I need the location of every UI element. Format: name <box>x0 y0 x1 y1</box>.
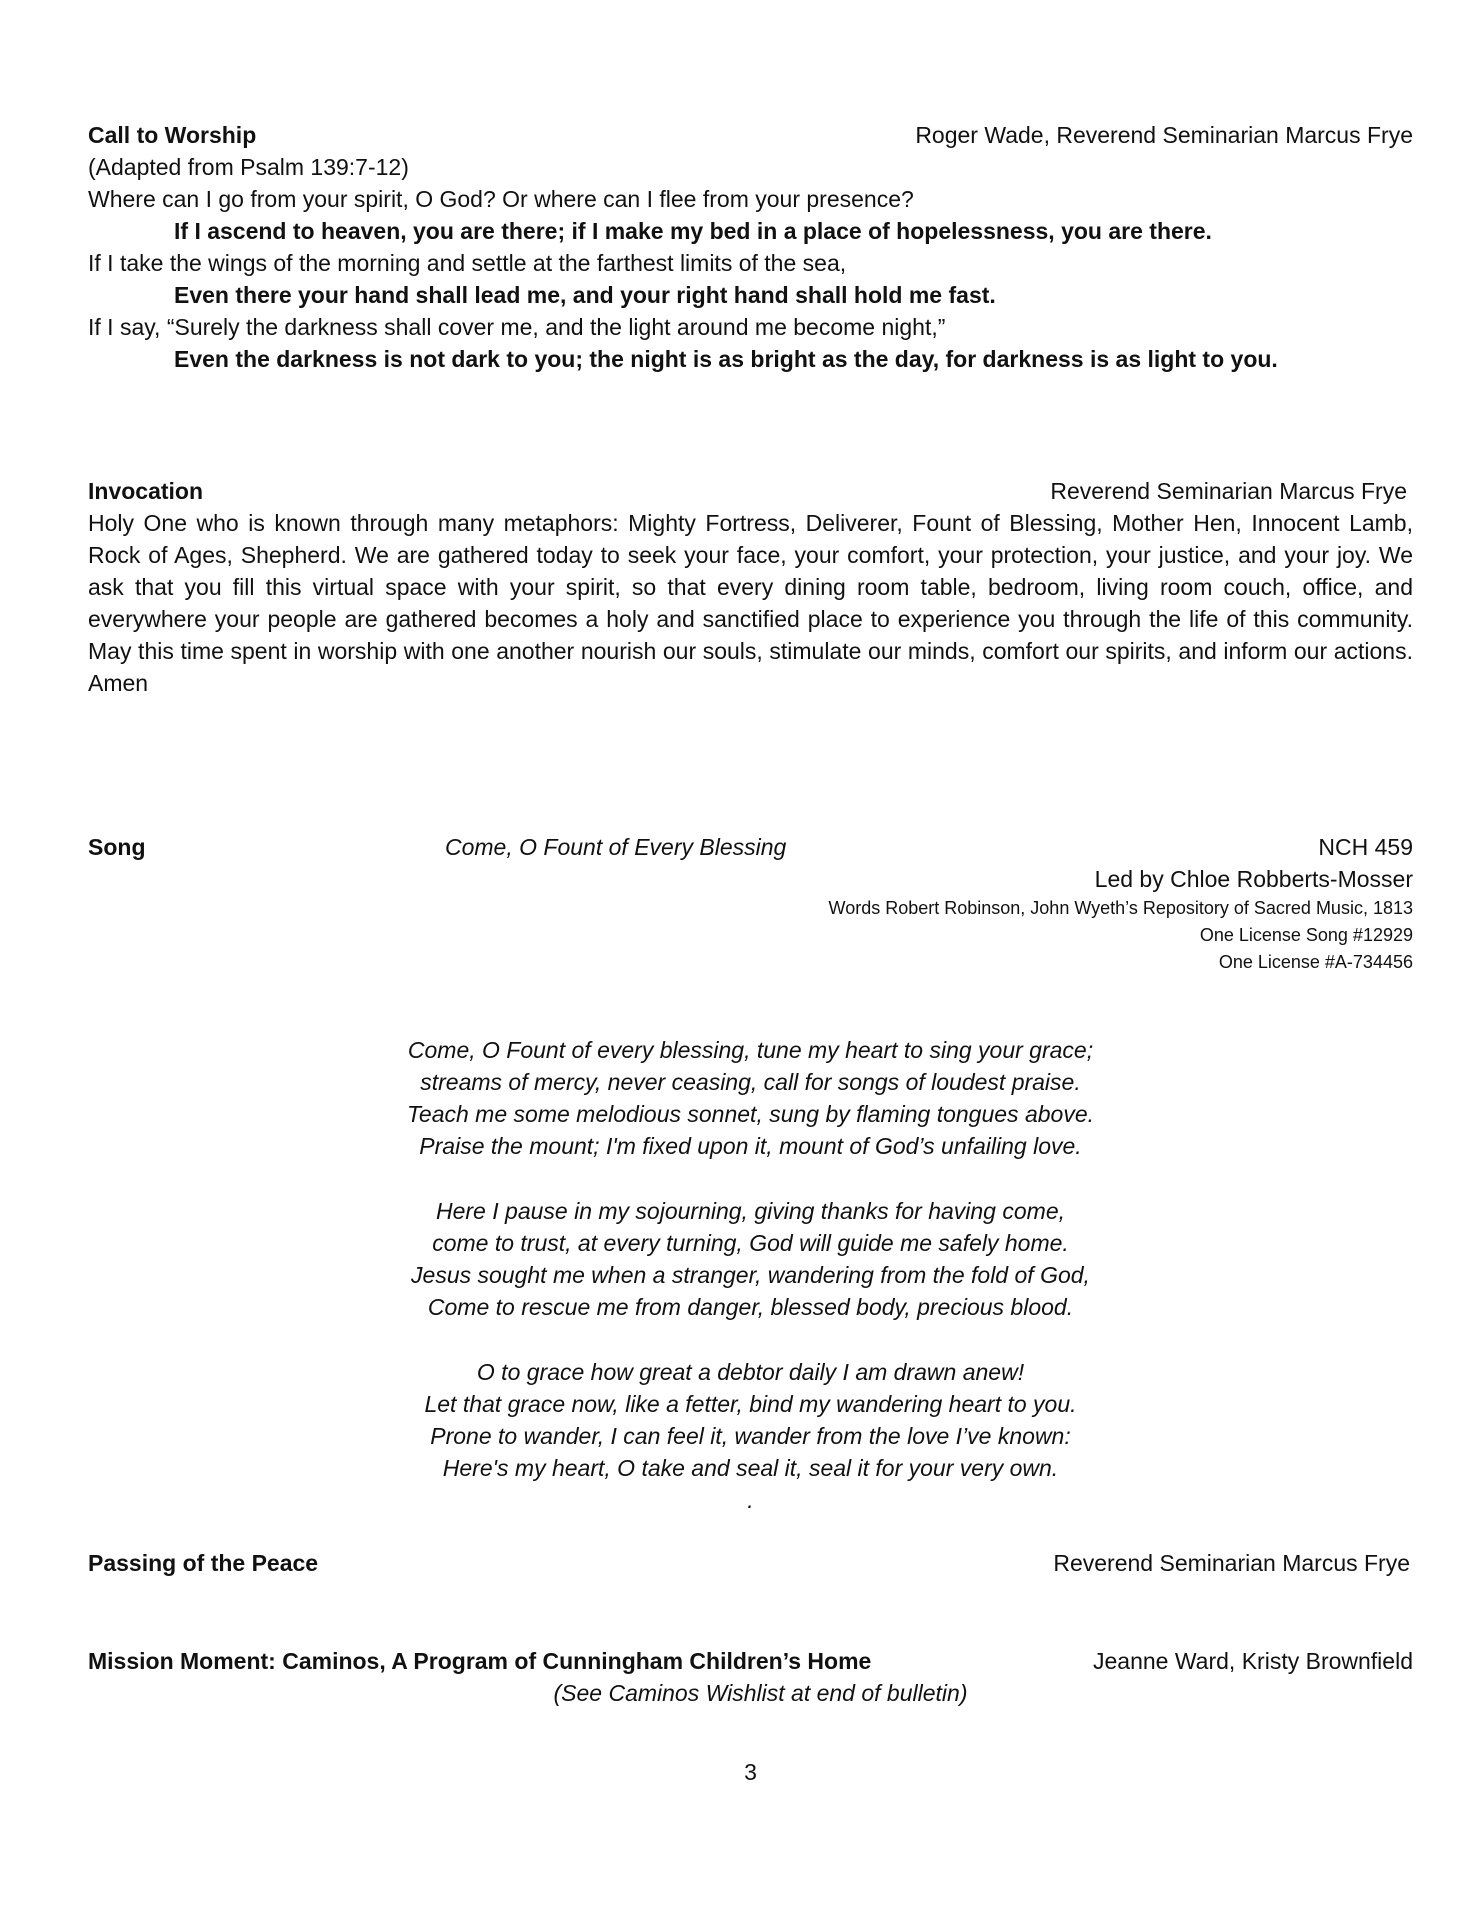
lyric-line: streams of mercy, never ceasing, call for songs of loudest praise. <box>420 1069 1081 1095</box>
lyric-line: Jesus sought me when a stranger, wandering from the fold of God, <box>411 1262 1090 1288</box>
hymnal-number: NCH 459 <box>1318 834 1413 860</box>
song-section <box>88 831 1413 976</box>
response-line: Even the darkness is not dark to you; the night is as bright as the day, for darkness is as light to you. <box>174 346 1278 372</box>
lyric-line: Let that grace now, like a fetter, bind my wandering heart to you. <box>424 1391 1077 1417</box>
mission-moment-section <box>88 1645 1413 1709</box>
song-lyrics <box>88 1034 1413 1516</box>
call-to-worship-section <box>88 119 1413 375</box>
song-leader: Led by Chloe Robberts-Mosser <box>1094 866 1413 892</box>
leader-line: Where can I go from your spirit, O God? Or where can I flee from your presence? <box>88 186 914 212</box>
invocation-section <box>88 475 1413 699</box>
bulletin-page <box>88 0 1413 1920</box>
response-line: Even there your hand shall lead me, and your right hand shall hold me fast. <box>174 282 996 308</box>
passing-of-peace-heading: Passing of the Peace <box>88 1550 319 1576</box>
lyric-line: Here I pause in my sojourning, giving thanks for having come, <box>436 1198 1065 1224</box>
response-line: If I ascend to heaven, you are there; if I make my bed in a place of hopelessness, you are there. <box>174 218 1212 244</box>
song-credit: One License #A-734456 <box>1218 952 1413 972</box>
song-title: Come, O Fount of Every Blessing <box>445 834 787 860</box>
leader-line: If I take the wings of the morning and settle at the farthest limits of the sea, <box>88 250 847 276</box>
song-heading: Song <box>88 834 146 860</box>
lyric-line: Here's my heart, O take and seal it, seal it for your very own. <box>442 1455 1059 1481</box>
mission-moment-heading: Mission Moment: Caminos, A Program of Cunningham Children’s Home <box>88 1648 872 1674</box>
invocation-prayer: Holy One who is known through many metaphors: Mighty Fortress, Deliverer, Fount of Blessing, Mother Hen, Innocent Lamb, Rock of Ages, Shepherd. We are gathered today to seek your face, your comfort, your protection, your justice, and your joy. We ask that you fill this virtual space with your spirit, so that every dining room table, bedroom, living room couch, office, and everywhere your people are gathered becomes a holy and sanctified place to experience you through the life of this community. May this time spent in worship with one another nourish our souls, stimulate our minds, comfort our spirits, and inform our actions. Amen <box>88 510 1413 696</box>
stanza <box>88 1034 1413 1162</box>
call-to-worship-source: (Adapted from Psalm 139:7-12) <box>88 154 409 180</box>
call-to-worship-leaders: Roger Wade, Reverend Seminarian Marcus Frye <box>915 122 1413 148</box>
call-to-worship-heading: Call to Worship <box>88 122 257 148</box>
lyric-line: Teach me some melodious sonnet, sung by flaming tongues above. <box>406 1101 1094 1127</box>
lyric-line: Praise the mount; I'm fixed upon it, mount of God’s unfailing love. <box>419 1133 1082 1159</box>
lyric-line: come to trust, at every turning, God will guide me safely home. <box>432 1230 1069 1256</box>
stanza <box>88 1356 1413 1516</box>
leader-line: If I say, “Surely the darkness shall cover me, and the light around me become night,” <box>88 314 946 340</box>
passing-of-peace-section <box>88 1547 1413 1579</box>
lyric-line: Come to rescue me from danger, blessed body, precious blood. <box>427 1294 1074 1320</box>
lyric-line: Prone to wander, I can feel it, wander from the love I’ve known: <box>430 1423 1071 1449</box>
lyric-line: O to grace how great a debtor daily I am drawn anew! <box>476 1359 1025 1385</box>
mission-moment-note: (See Caminos Wishlist at end of bulletin) <box>553 1680 968 1706</box>
stanza <box>88 1195 1413 1323</box>
invocation-leader: Reverend Seminarian Marcus Frye <box>1050 478 1407 504</box>
page-number: 3 <box>744 1759 757 1785</box>
song-end-mark: . <box>747 1487 754 1513</box>
lyric-line: Come, O Fount of every blessing, tune my heart to sing your grace; <box>407 1037 1094 1063</box>
song-credit: Words Robert Robinson, John Wyeth’s Repository of Sacred Music, 1813 <box>828 898 1413 918</box>
mission-moment-leaders: Jeanne Ward, Kristy Brownfield <box>1092 1648 1413 1674</box>
passing-of-peace-leader: Reverend Seminarian Marcus Frye <box>1053 1550 1410 1576</box>
song-credit: One License Song #12929 <box>1199 925 1413 945</box>
invocation-heading: Invocation <box>88 478 204 504</box>
